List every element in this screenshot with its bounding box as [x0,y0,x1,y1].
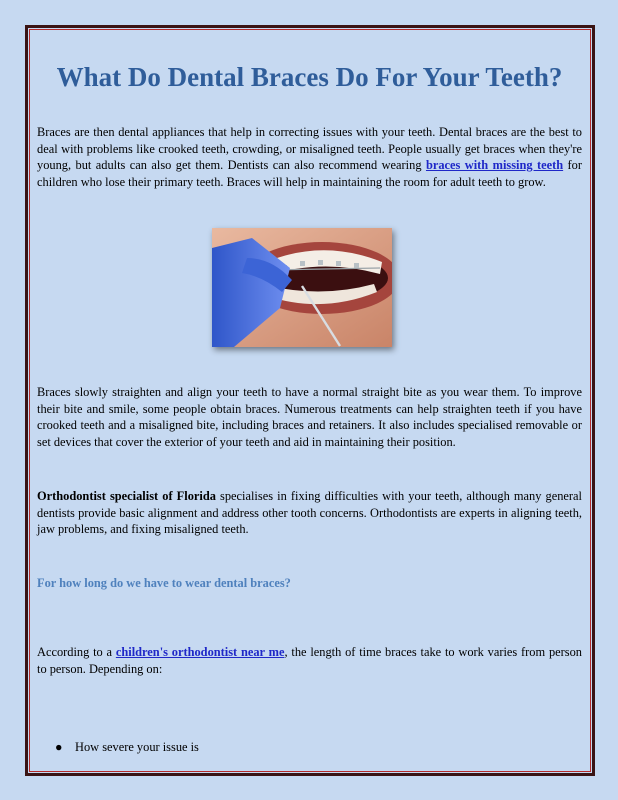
orthodontist-text: specialises in fixing difficulties with your teeth, although many general dentists provide basic alignment and address other tooth concerns. Orthodontists are experts in aligning teeth, jaw problems, and fixing misaligned teeth. [37,489,582,536]
orthodontist-bold-text: Orthodontist specialist of Florida [37,489,216,503]
duration-paragraph [37,644,582,677]
childrens-orthodontist-link[interactable]: children's orthodontist near me [115,645,285,659]
intro-paragraph [37,124,582,190]
bullet-list [55,740,199,755]
orthodontist-paragraph [37,488,582,538]
duration-text-start: According to a [37,645,116,659]
alignment-paragraph: Braces slowly straighten and align your teeth to have a normal straight bite as you wear them. To improve their bite and smile, some people obtain braces. Numerous treatments can help straighten teeth if you have crooked teeth and a misaligned bite, including braces and retainers. It also includes specialised removable or set devices that cover the exterior of your teeth and aid in maintaining their position. [37,385,582,449]
list-item [55,740,199,755]
intro-text-end: for children who lose their primary teeth. Braces will help in maintaining the room for adult teeth to grow. [37,158,582,189]
braces-photo [212,228,392,347]
intro-text-start: Braces are then dental appliances that help in correcting issues with your teeth. Dental braces are the best to deal with problems like crooked teeth, crowding, or misaligned teeth. People usually get braces when they're young, but adults can also get them. Dentists can also recommend wearing [37,125,582,172]
page-title: What Do Dental Braces Do For Your Teeth? [56,62,563,92]
section-subheading: For how long do we have to wear dental braces? [37,576,291,590]
duration-text-end: , the length of time braces take to work varies from person to person. Depending on: [37,645,582,676]
braces-photo-illustration [212,228,392,347]
braces-missing-teeth-link[interactable]: braces with missing teeth [425,158,564,172]
document-content [37,58,582,754]
bullet-icon: ● [55,740,63,754]
list-item-text: How severe your issue is [75,740,199,754]
